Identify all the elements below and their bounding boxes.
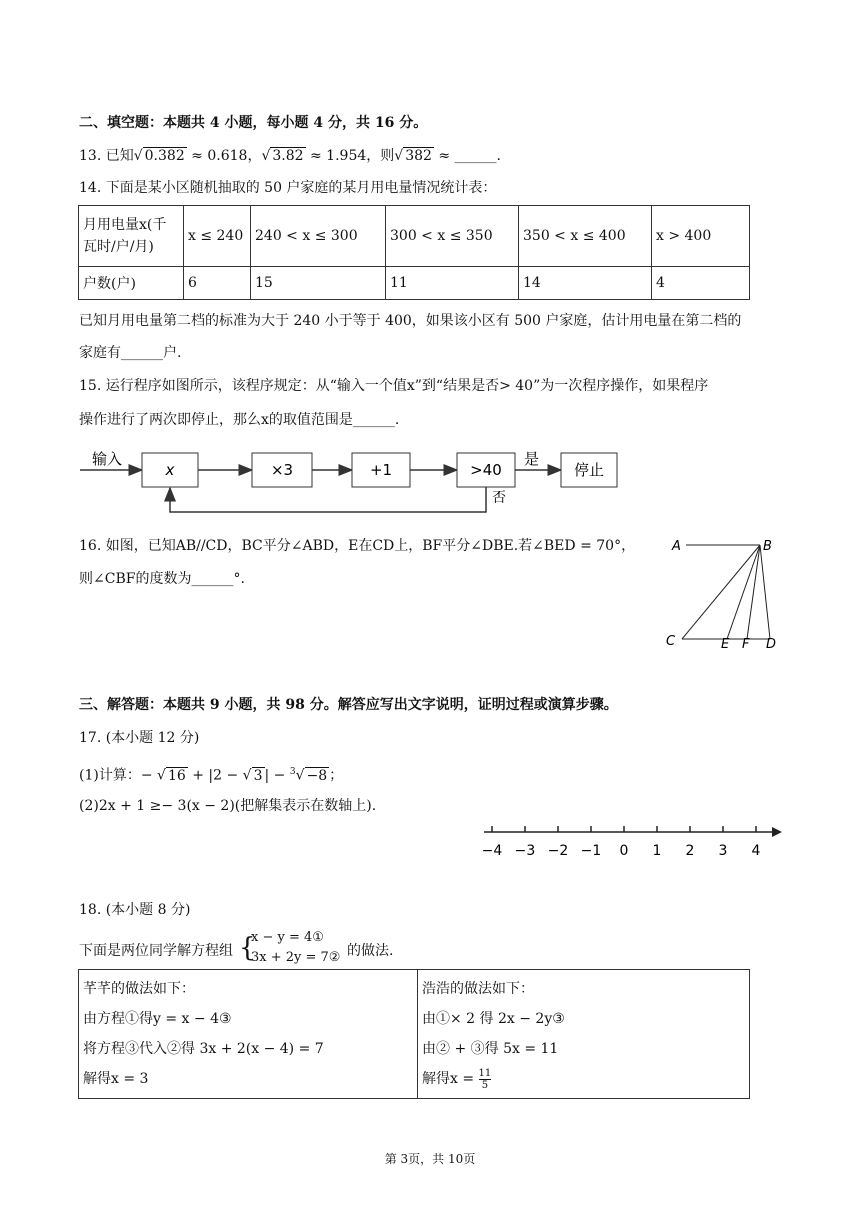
point-e-label: E	[721, 637, 730, 652]
number-line-tick-label: −4	[481, 843, 503, 859]
q18-intro-post: 的做法.	[347, 943, 394, 959]
question-14-intro: 14. 下面是某小区随机抽取的 50 户家庭的某月用电量情况统计表：	[79, 180, 497, 196]
q13-value-2: ≈ 1.954，则	[305, 148, 395, 164]
question-16-text-1: 16. 如图，已知AB//CD，BC平分∠ABD，E在CD上，BF平分∠DBE.若∠BED = 70°，	[79, 538, 636, 554]
table-cell: 14	[519, 267, 652, 300]
flow-input-label: 输入	[92, 450, 123, 468]
q17-radicand-2: 3	[253, 767, 263, 784]
right-line-2: 由①× 2 得 2x − 2y③	[422, 1011, 565, 1027]
q17-root-index: 3	[289, 767, 296, 777]
left-line-4: 解得x = 3	[83, 1071, 149, 1087]
question-16-text-2: 则∠CBF的度数为______°.	[79, 571, 245, 587]
question-18-head: 18. (本小题 8 分)	[79, 902, 191, 918]
left-line-1: 芊芊的做法如下：	[83, 981, 195, 997]
q13-radicand-2: 3.82	[272, 148, 304, 164]
table-header-cell: x ≤ 240	[184, 206, 251, 267]
flow-box-plus1-label: +1	[369, 461, 393, 479]
number-line	[470, 818, 790, 862]
q17-radicand-1: 16	[167, 767, 186, 784]
number-line-tick-label: 4	[751, 843, 761, 859]
flow-box-stop-label: 停止	[573, 461, 605, 479]
flow-box-times3-label: ×3	[270, 461, 294, 479]
section-3-title: 三、解答题：本题共 9 小题，共 98 分。解答应写出文字说明，证明过程或演算步骤。	[79, 697, 618, 713]
number-line-tick-label: −3	[514, 843, 536, 859]
table-header-cell: x > 400	[652, 206, 750, 267]
point-f-label: F	[742, 637, 750, 652]
table-row-label: 户数(户)	[79, 267, 184, 300]
q17-p1-mid2: | −	[264, 767, 290, 784]
right-line-4-text: 解得x =	[422, 1071, 479, 1087]
q17-p1-end: ；	[329, 767, 344, 784]
q13-prefix: 13. 已知	[79, 148, 134, 164]
right-line-1: 浩浩的做法如下：	[422, 981, 534, 997]
table-row	[79, 970, 750, 1099]
table-header-cell: 240 < x ≤ 300	[251, 206, 386, 267]
number-line-tick-label: 1	[652, 843, 662, 859]
q17-p1-prefix: (1)计算：−	[79, 767, 158, 784]
question-14-text-1: 已知月用电量第二档的标准为大于 240 小于等于 400，如果该小区有 500 户家庭，估计用电量在第二档的	[79, 313, 742, 329]
solution-comparison-table	[78, 969, 750, 1099]
number-line-tick-label: 3	[718, 843, 728, 859]
system-brace: {	[239, 933, 256, 963]
flow-box-gt40-label: >40	[470, 461, 502, 479]
page-footer: 第 3页，共 10页	[384, 1152, 476, 1166]
question-13: 13. 已知√ 0.382 ≈ 0.618，√ 3.82 ≈ 1.954，则√ 382 ≈ ______.	[79, 148, 502, 164]
question-17-part-2: (2)2x + 1 ≥− 3(x − 2)(把解集表示在数轴上).	[79, 798, 377, 814]
point-a-label: A	[672, 539, 681, 554]
number-line-ticks	[482, 826, 761, 859]
left-line-3: 将方程③代入②得 3x + 2(x − 4) = 7	[83, 1041, 324, 1057]
q13-radicand-1: 0.382	[144, 148, 185, 164]
q18-intro-pre: 下面是两位同学解方程组	[79, 943, 233, 959]
point-c-label: C	[666, 634, 676, 649]
question-17-part-1: (1)计算：− √ 16 + |2 − √ 3 | − $^3$√ −8 ；	[79, 767, 344, 784]
table-cell: 15	[251, 267, 386, 300]
table-cell: 11	[386, 267, 519, 300]
system-equation-2: 3x + 2y = 7②	[251, 950, 341, 965]
q13-value-1: ≈ 0.618，	[186, 148, 262, 164]
q17-p1-mid: + |2 −	[187, 767, 243, 784]
table-cell: 4	[652, 267, 750, 300]
flow-no-label: 否	[492, 490, 506, 506]
point-b-label: B	[763, 539, 772, 554]
program-flowchart	[0, 440, 860, 525]
right-line-3: 由② + ③得 5x = 11	[422, 1041, 559, 1057]
fraction	[479, 1068, 492, 1091]
table-row	[79, 267, 750, 300]
fraction-denominator: 5	[481, 1079, 489, 1091]
flow-yes-label: 是	[524, 450, 540, 468]
table-header-cell: 350 < x ≤ 400	[519, 206, 652, 267]
table-cell: 6	[184, 267, 251, 300]
number-line-tick-label: 0	[619, 843, 629, 859]
solution-left	[79, 970, 418, 1099]
q17-radicand-3: −8	[306, 767, 328, 784]
system-equation-1: x − y = 4①	[251, 930, 324, 945]
flow-box-x-label: x	[165, 461, 175, 479]
fraction-numerator: 11	[478, 1067, 492, 1079]
left-line-2: 由方程①得y = x − 4③	[83, 1011, 232, 1027]
table-header-label: 月用电量x(千瓦时/户/月)	[79, 206, 184, 267]
section-2-title: 二、填空题：本题共 4 小题，每小题 4 分，共 16 分。	[79, 115, 428, 131]
table-row	[79, 206, 750, 267]
table-header-cell: 300 < x ≤ 350	[386, 206, 519, 267]
number-line-tick-label: 2	[685, 843, 695, 859]
number-line-tick-label: −2	[547, 843, 569, 859]
geometry-figure	[660, 530, 800, 660]
question-17-head: 17. (本小题 12 分)	[79, 730, 200, 746]
right-line-4	[422, 1064, 745, 1094]
number-line-tick-label: −1	[580, 843, 602, 859]
solution-right	[418, 970, 750, 1099]
electricity-table	[78, 205, 750, 300]
q13-blank: ≈ ______.	[433, 148, 502, 164]
question-14-text-2: 家庭有______户.	[79, 345, 182, 361]
q13-radicand-3: 382	[405, 148, 432, 164]
point-d-label: D	[766, 637, 777, 652]
question-15-text-2: 操作进行了两次即停止，那么x的取值范围是______.	[79, 412, 400, 428]
question-15-text-1: 15. 运行程序如图所示，该程序规定：从“输入一个值x”到“结果是否> 40”为一次程序操作，如果程序	[79, 378, 709, 394]
